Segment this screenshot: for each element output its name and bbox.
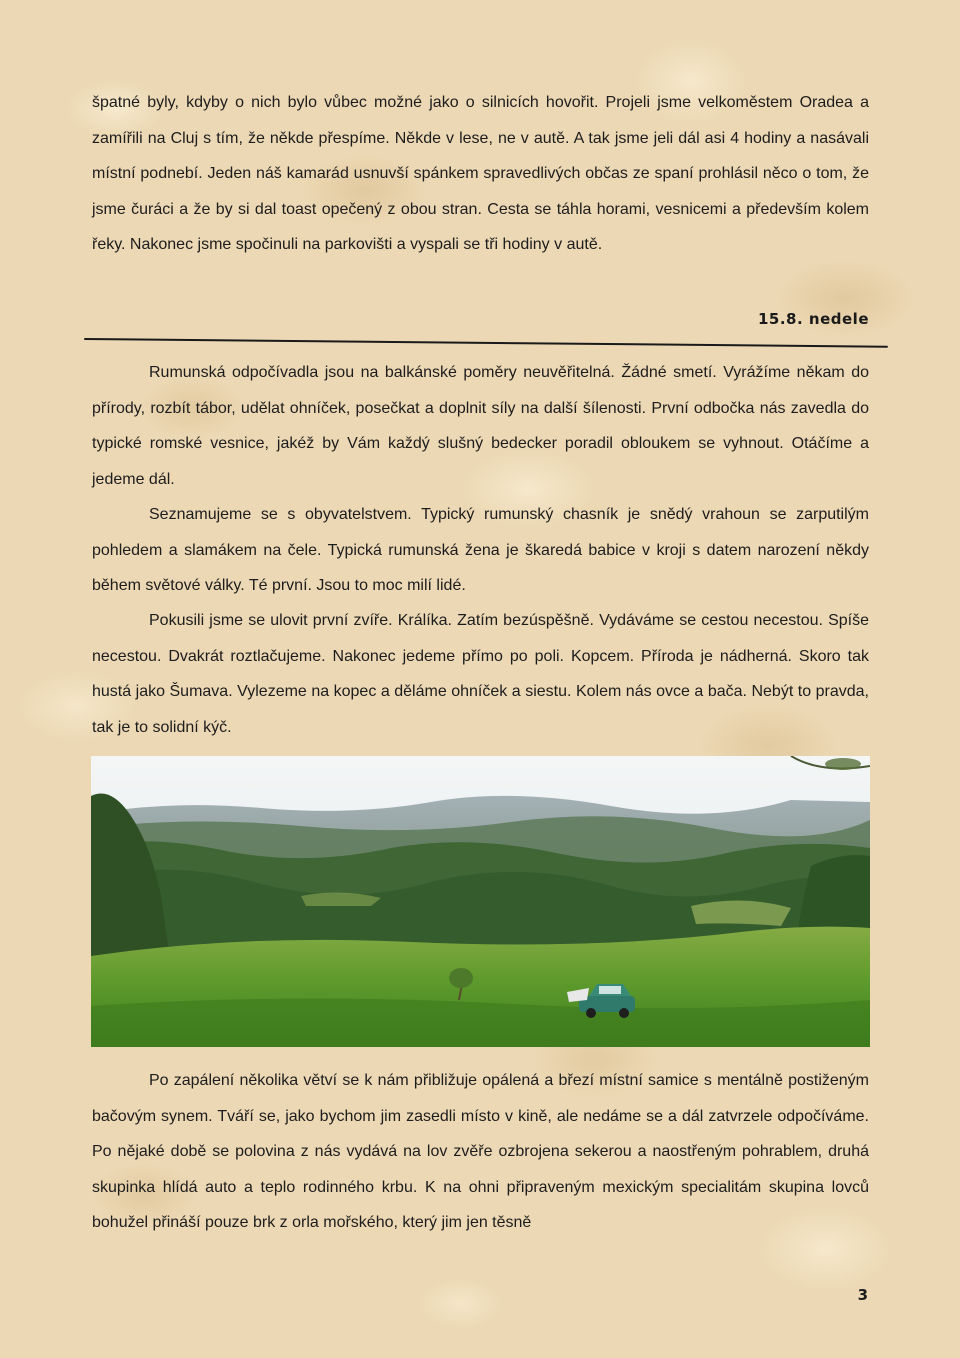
paragraph-visitors: Po zapálení několika větví se k nám přibližuje opálená a březí místní samice s mentálně postiženým bačovým synem. Tváří se, jako bychom jim zasedli místo v kině, ale nedáme se a dál zatvrzele odpočíváme. Po nějaké době se polovina z nás vydává na lov zvěře ozbrojena sekerou a naostřeným pohrablem, druhá skupinka hlídá auto a teplo rodinného krbu. K na ohni připraveným mexickým specialitám skupina lovců bohužel přináší pouze brk z orla mořského, který jim jen těsně <box>92 1072 869 1231</box>
paragraph-night-drive: špatné byly, kdyby o nich bylo vůbec možné jako o silnicích hovořit. Projeli jsme velkoměstem Oradea a zamířili na Cluj s tím, že někde přespíme. Někde v lese, ne v autě. A tak jsme jeli dál asi 4 hodiny a nasávali místní podnebí. Jeden náš kamarád usnuvší spánkem spravedlivých občas ze spaní prohlásil něco o tom, že jsme čuráci a že by si dal toast opečený z obou stran. Cesta se táhla horami, vesnicemi a především kolem řeky. Nakonec jsme spočinuli na parkovišti a vyspali se tři hodiny v autě. <box>92 94 869 253</box>
landscape-photo <box>91 756 870 1047</box>
page-number: 3 <box>857 1286 868 1304</box>
paragraph-locals: Seznamujeme se s obyvatelstvem. Typický rumunský chasník je snědý vrahoun se zarputilým pohledem a slamákem na čele. Typická rumunská žena je škaredá babice v kroji s datem narození někdy během světové války. Té první. Jsou to moc milí lidé. <box>92 506 869 594</box>
meadow-with-car-image <box>91 756 870 1047</box>
date-heading: 15.8. nedele <box>757 310 869 328</box>
paragraph-hunting: Pokusili jsme se ulovit první zvíře. Králíka. Zatím bezúspěšně. Vydáváme se cestou necestou. Spíše necestou. Dvakrát roztlačujeme. Nakonec jedeme přímo po poli. Kopcem. Příroda je nádherná. Skoro tak hustá jako Šumava. Vylezeme na kopec a děláme ohníček a siestu. Kolem nás ovce a bača. Nebýt to pravda, tak je to solidní kýč. <box>92 612 869 736</box>
heading-rule <box>84 338 888 348</box>
paragraph-rest-stops: Rumunská odpočívadla jsou na balkánské poměry neuvěřitelná. Žádné smetí. Vyrážíme někam do přírody, rozbít tábor, udělat ohníček, posečkat a doplnit síly na další šílenosti. První odbočka nás zavedla do typické romské vesnice, jakéž by Vám každý slušný bedecker poradil obloukem se vyhnout. Otáčíme a jedeme dál. <box>92 364 869 488</box>
